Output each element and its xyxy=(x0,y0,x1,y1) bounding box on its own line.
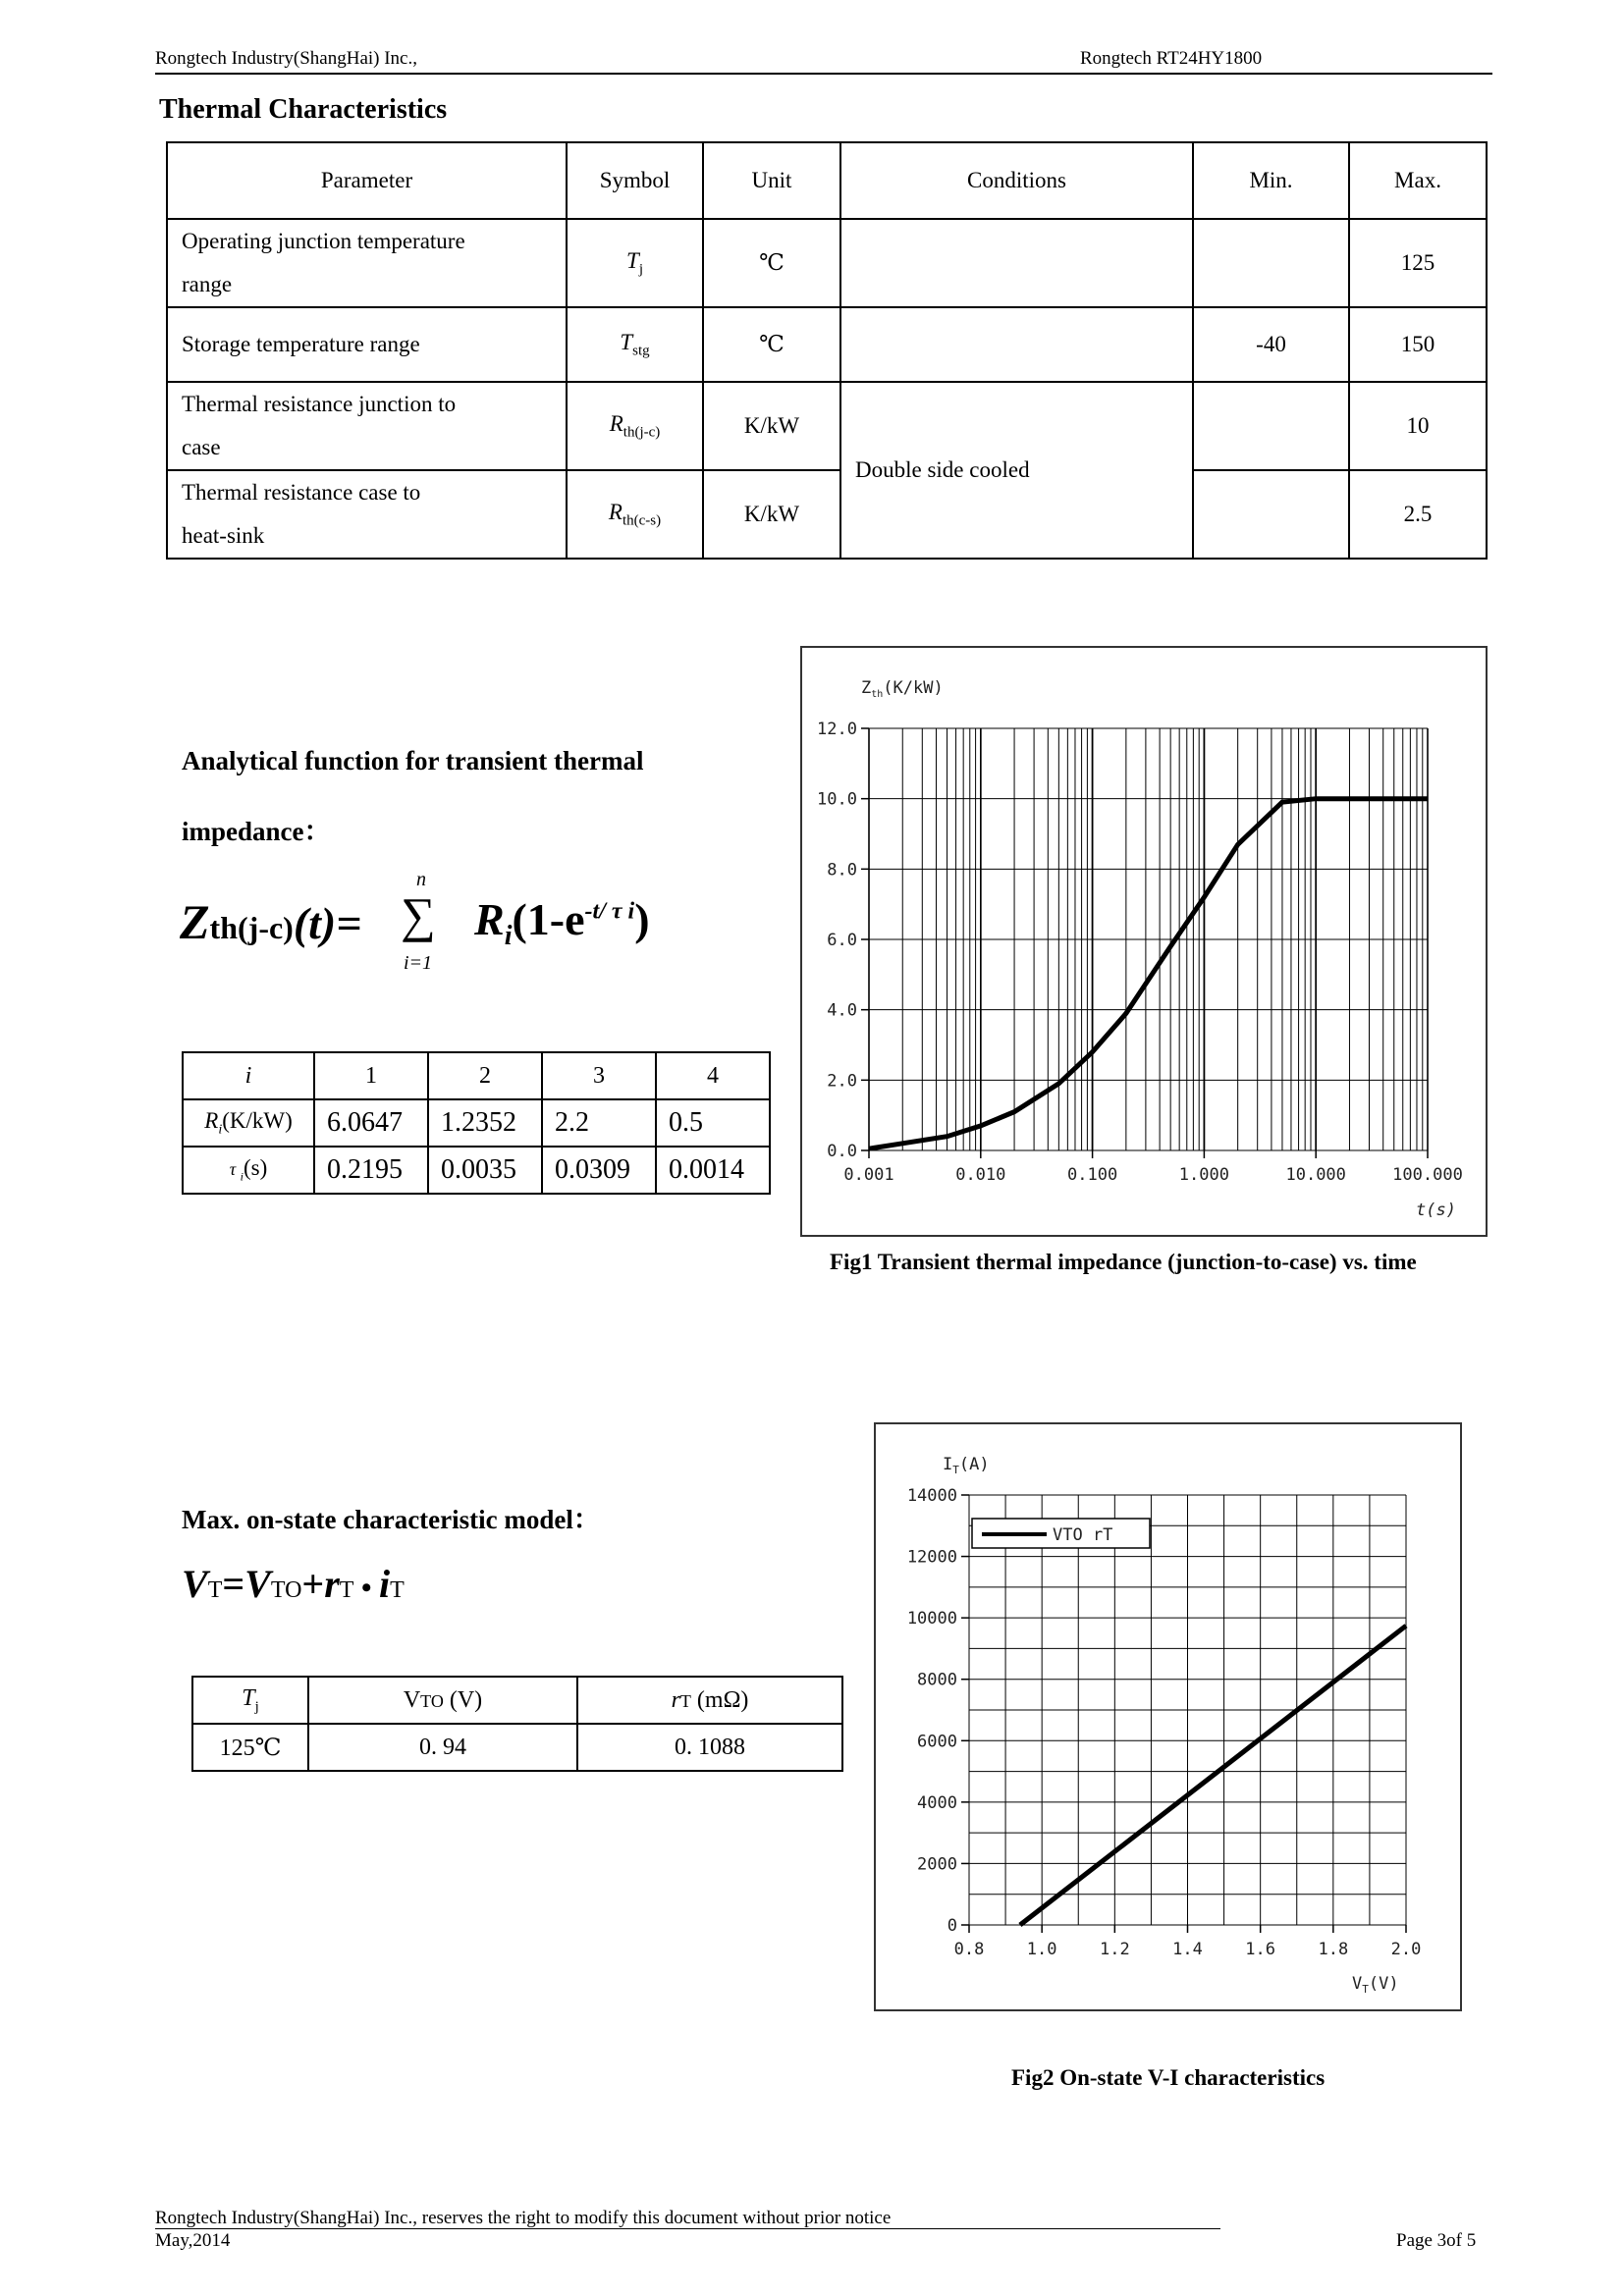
header-v-unit: (V) xyxy=(443,1686,483,1713)
fig1-y-tick-label: 0.0 xyxy=(827,1142,857,1161)
max-cell: 125 xyxy=(1349,219,1487,307)
formula-equals: = xyxy=(222,1562,245,1606)
fig2-y-tick-label: 10000 xyxy=(906,1609,957,1629)
fig2-x-tick-label: 1.0 xyxy=(1026,1940,1057,1959)
fig2-grid xyxy=(969,1495,1406,1925)
header-rule xyxy=(155,73,1492,75)
table-header-row xyxy=(183,1052,770,1099)
analytical-title-line2: impedance： xyxy=(182,817,331,846)
fig2-y-tick-label: 4000 xyxy=(917,1792,957,1813)
table-row xyxy=(183,1099,770,1147)
col-header-min: Min. xyxy=(1193,142,1349,219)
col-header-max: Max. xyxy=(1349,142,1487,219)
formula-i: i xyxy=(378,1562,391,1606)
unit-cell: ℃ xyxy=(703,219,840,307)
table-header-row xyxy=(167,142,1487,219)
fig1-y-tick-label: 2.0 xyxy=(827,1071,857,1092)
col-header-2: 2 xyxy=(428,1052,542,1099)
fig2-x-tick-label: 1.2 xyxy=(1099,1940,1130,1959)
col-header-rt xyxy=(577,1677,842,1724)
footer-rule xyxy=(155,2228,1220,2229)
conditions-cell xyxy=(840,307,1193,382)
fig1-x-axis-label: t(s) xyxy=(1416,1201,1456,1220)
transient-impedance-formula xyxy=(180,869,710,987)
table-row xyxy=(167,219,1487,307)
ri-value: 1.2352 xyxy=(428,1099,542,1147)
header-t-subscript: j xyxy=(254,1698,259,1715)
unit-cell: K/kW xyxy=(703,470,840,559)
header-r-unit: (mΩ) xyxy=(690,1686,749,1713)
header-v-subscript: TO xyxy=(420,1690,444,1711)
param-cell xyxy=(167,470,567,559)
param-line2: case xyxy=(182,435,221,459)
header-company: Rongtech Industry(ShangHai) Inc., xyxy=(155,48,417,69)
fig1-grid xyxy=(869,728,1428,1150)
formula-lhs xyxy=(180,893,361,950)
fig2-x-tick-label: 1.6 xyxy=(1245,1940,1276,1959)
conditions-cell-shared: Double side cooled xyxy=(840,382,1193,559)
tau-value: 0.0035 xyxy=(428,1147,542,1194)
formula-r-subscript: T xyxy=(339,1577,354,1603)
conditions-cell xyxy=(840,219,1193,307)
param-line2: heat-sink xyxy=(182,523,265,548)
footer-notice: Rongtech Industry(ShangHai) Inc., reserves the right to modify this document without prior notice xyxy=(155,2208,892,2228)
fig1-x-tick-label: 100.000 xyxy=(1392,1165,1463,1185)
col-header-tj xyxy=(192,1677,308,1724)
formula-arg: (t)= xyxy=(293,898,362,948)
table-row xyxy=(167,307,1487,382)
header-t: T xyxy=(242,1684,255,1711)
fig1-x-tick-label: 0.010 xyxy=(955,1165,1006,1185)
param-cell xyxy=(167,219,567,307)
formula-r-subscript: i xyxy=(504,921,513,952)
fig1-y-tick-label: 8.0 xyxy=(827,860,857,881)
header-part-number: Rongtech RT24HY1800 xyxy=(1080,48,1263,69)
symbol-subscript: th(c-s) xyxy=(622,512,662,529)
table-row xyxy=(167,470,1487,559)
row-label-ri xyxy=(183,1099,314,1147)
col-header-unit: Unit xyxy=(703,142,840,219)
param-cell xyxy=(167,382,567,470)
fig2-x-tick-label: 0.8 xyxy=(953,1940,985,1959)
thermal-coefficient-table xyxy=(182,1051,771,1195)
analytical-title-line1: Analytical function for transient thermal xyxy=(182,746,644,775)
fig1-zth-curve xyxy=(869,799,1428,1148)
col-header-4: 4 xyxy=(656,1052,770,1099)
min-cell xyxy=(1193,382,1349,470)
fig1-x-tick-label: 10.000 xyxy=(1285,1165,1346,1185)
header-r: r xyxy=(671,1686,680,1713)
col-header-vto xyxy=(308,1677,577,1724)
param-line2: range xyxy=(182,272,233,296)
tau-value: 0.0309 xyxy=(542,1147,656,1194)
min-cell xyxy=(1193,219,1349,307)
fig2-x-tick-label: 2.0 xyxy=(1390,1940,1422,1959)
onstate-model-table xyxy=(191,1676,843,1772)
row-label-tau-unit: (s) xyxy=(244,1155,268,1181)
thermal-characteristics-table xyxy=(166,141,1488,560)
ri-value: 0.5 xyxy=(656,1099,770,1147)
fig2-y-tick-label: 2000 xyxy=(917,1854,957,1875)
symbol-text: T xyxy=(626,247,639,273)
fig1-x-ticks xyxy=(843,1150,1462,1185)
param-line1: Thermal resistance case to xyxy=(182,480,421,505)
symbol-subscript: j xyxy=(638,261,643,278)
footer-page-number: Page 3of 5 xyxy=(1396,2230,1477,2251)
sum-upper-limit: n xyxy=(416,869,426,890)
fig1-x-tick-label: 0.100 xyxy=(1067,1165,1118,1185)
fig1-y-tick-label: 6.0 xyxy=(827,931,857,950)
sum-lower-limit: i=1 xyxy=(404,952,433,974)
symbol-subscript: stg xyxy=(632,343,650,359)
param-cell: Storage temperature range xyxy=(167,307,567,382)
onstate-formula xyxy=(182,1561,405,1607)
symbol-cell xyxy=(567,470,703,559)
table-row xyxy=(167,382,1487,470)
sum-symbol: ∑ xyxy=(401,887,436,942)
param-line1: Operating junction temperature xyxy=(182,229,465,253)
col-header-symbol: Symbol xyxy=(567,142,703,219)
formula-v: V xyxy=(182,1562,208,1606)
formula-rhs xyxy=(474,893,650,952)
fig2-caption: Fig2 On-state V-I characteristics xyxy=(1011,2065,1326,2090)
formula-vto: V xyxy=(244,1562,271,1606)
fig2-y-tick-label: 14000 xyxy=(906,1486,957,1506)
fig2-y-tick-label: 12000 xyxy=(906,1547,957,1568)
formula-dot: • xyxy=(353,1572,379,1604)
formula-i-subscript: T xyxy=(390,1577,405,1603)
row-label-tau-subscript: i xyxy=(240,1169,244,1184)
formula-r: R xyxy=(474,894,505,944)
tau-value: 0.0014 xyxy=(656,1147,770,1194)
fig2-x-ticks xyxy=(954,1925,1422,1959)
symbol-cell xyxy=(567,382,703,470)
fig1-y-ticks xyxy=(817,720,869,1161)
row-label-r: R xyxy=(204,1107,219,1133)
col-header-i: i xyxy=(183,1052,314,1099)
fig2-y-tick-label: 6000 xyxy=(917,1732,957,1752)
fig2-x-tick-label: 1.8 xyxy=(1318,1940,1349,1959)
row-label-r-subscript: i xyxy=(218,1122,223,1138)
fig2-y-ticks xyxy=(907,1486,969,1936)
fig2-y-axis-label: $I_T(A)$ xyxy=(943,1455,990,1476)
min-cell xyxy=(1193,470,1349,559)
fig1-transient-impedance-chart xyxy=(802,648,1486,1235)
section-title: Thermal Characteristics xyxy=(159,94,448,125)
max-cell: 150 xyxy=(1349,307,1487,382)
tau-value: 0.2195 xyxy=(314,1147,428,1194)
symbol-subscript: th(j-c) xyxy=(623,424,661,441)
fig1-y-axis-label: $Z_{th}(K/kW)$ xyxy=(861,678,944,700)
symbol-cell xyxy=(567,307,703,382)
fig1-chart-frame xyxy=(800,646,1488,1237)
min-cell: -40 xyxy=(1193,307,1349,382)
fig2-y-tick-label: 0 xyxy=(947,1916,957,1936)
col-header-1: 1 xyxy=(314,1052,428,1099)
footer-date: May,2014 xyxy=(155,2230,231,2251)
onstate-title: Max. on-state characteristic model： xyxy=(182,1505,600,1534)
symbol-text: R xyxy=(609,410,623,436)
vto-value: 0. 94 xyxy=(308,1724,577,1771)
col-header-conditions: Conditions xyxy=(840,142,1193,219)
formula-z-subscript: th(j-c) xyxy=(209,910,294,945)
tj-value: 125℃ xyxy=(192,1724,308,1771)
fig1-caption: Fig1 Transient thermal impedance (junction-to-case) vs. time xyxy=(830,1250,1417,1274)
fig1-y-tick-label: 12.0 xyxy=(817,720,857,739)
fig1-x-tick-label: 0.001 xyxy=(843,1165,894,1185)
formula-close: ) xyxy=(634,894,650,944)
formula-z: Z xyxy=(180,894,210,949)
unit-cell: ℃ xyxy=(703,307,840,382)
formula-body: (1-e xyxy=(512,894,585,944)
fig2-x-axis-label: $V_T(V)$ xyxy=(1352,1974,1399,1996)
unit-cell: K/kW xyxy=(703,382,840,470)
col-header-parameter: Parameter xyxy=(167,142,567,219)
formula-r: r xyxy=(324,1562,340,1606)
row-label-tau-symbol: τ xyxy=(229,1159,241,1180)
symbol-cell xyxy=(567,219,703,307)
max-cell: 2.5 xyxy=(1349,470,1487,559)
row-label-tau xyxy=(183,1147,314,1194)
header-r-subscript: T xyxy=(679,1690,691,1711)
fig2-legend-label: VTO rT xyxy=(1053,1525,1113,1545)
symbol-text: R xyxy=(608,499,623,524)
col-header-3: 3 xyxy=(542,1052,656,1099)
formula-v-subscript: T xyxy=(207,1577,223,1603)
formula-vto-subscript: TO xyxy=(270,1577,302,1603)
table-header-row xyxy=(192,1677,842,1724)
fig1-x-tick-label: 1.000 xyxy=(1178,1165,1229,1185)
ri-value: 2.2 xyxy=(542,1099,656,1147)
fig1-y-tick-label: 10.0 xyxy=(817,789,857,810)
symbol-text: T xyxy=(620,329,633,354)
table-row xyxy=(183,1147,770,1194)
fig2-vi-chart xyxy=(876,1424,1460,2009)
rt-value: 0. 1088 xyxy=(577,1724,842,1771)
max-cell: 10 xyxy=(1349,382,1487,470)
fig2-x-tick-label: 1.4 xyxy=(1172,1940,1203,1959)
fig2-y-tick-label: 8000 xyxy=(917,1670,957,1690)
row-label-r-unit: (K/kW) xyxy=(222,1107,293,1133)
header-v: V xyxy=(403,1686,421,1713)
formula-plus: + xyxy=(301,1562,325,1606)
formula-exponent: -t/ τ i xyxy=(584,898,635,925)
fig2-chart-frame xyxy=(874,1422,1462,2011)
ri-value: 6.0647 xyxy=(314,1099,428,1147)
fig1-y-tick-label: 4.0 xyxy=(827,1000,857,1021)
table-row xyxy=(192,1724,842,1771)
param-line1: Thermal resistance junction to xyxy=(182,392,457,416)
